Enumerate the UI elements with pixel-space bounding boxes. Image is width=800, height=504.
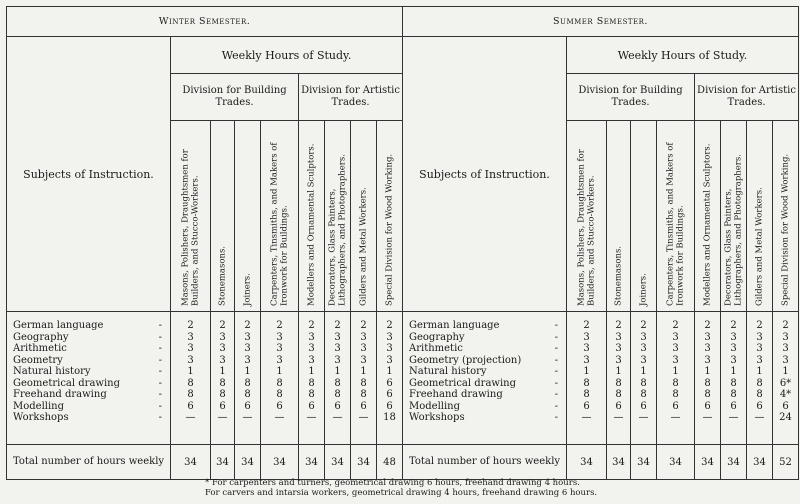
- hours-cell: —: [728, 412, 739, 423]
- total-hours-cell: 34: [567, 445, 607, 480]
- subject-name: Geometry: [13, 354, 63, 366]
- hours-column: [325, 312, 351, 445]
- hours-cell: 1: [615, 366, 622, 377]
- hours-cell: 3: [334, 331, 341, 343]
- hours-cell: 8: [583, 377, 590, 389]
- hours-cell: 6: [704, 400, 711, 412]
- hours-cell: 2: [334, 320, 341, 331]
- occupation-header: [657, 121, 695, 312]
- subject-row: [13, 378, 164, 390]
- hours-cell: 8: [334, 377, 341, 389]
- hours-cell: 6: [386, 389, 393, 400]
- total-hours-cell: 34: [747, 445, 773, 480]
- hours-cell: 3: [360, 331, 367, 343]
- hours-column: [567, 312, 607, 445]
- total-hours-label: Total number of hours weekly: [403, 445, 567, 480]
- subject-row: [409, 320, 560, 332]
- hours-cell: 3: [244, 354, 251, 366]
- hours-cell: 1: [219, 366, 226, 377]
- hours-cell: —: [274, 412, 285, 423]
- occupation-label: Special Division for Wood Working.: [383, 153, 394, 306]
- occupation-label: Stonemasons.: [216, 245, 227, 306]
- hours-column: [773, 312, 799, 445]
- hours-cell: 8: [756, 377, 763, 389]
- occupation-label: Joiners.: [637, 273, 648, 306]
- hours-cell: 3: [360, 343, 367, 354]
- hours-cell: 3: [187, 331, 194, 343]
- hours-cell: 18: [383, 412, 396, 423]
- hours-column: [235, 312, 261, 445]
- summer-division-building: Division for Building Trades.: [567, 74, 695, 121]
- hours-cell: 1: [730, 366, 737, 377]
- summer-semester-title: Summer Semester.: [403, 7, 799, 37]
- subject-row: [13, 366, 164, 378]
- hours-column: [211, 312, 235, 445]
- subject-row: [13, 320, 164, 332]
- hours-cell: 1: [360, 366, 367, 377]
- hours-cell: 3: [704, 331, 711, 343]
- occupation-label: Masons, Polishers, Draughtsmen for Builders, and Stucco-Workers.: [180, 149, 200, 306]
- hours-cell: 6: [334, 400, 341, 412]
- hours-cell: 3: [640, 343, 647, 354]
- hours-cell: —: [306, 412, 317, 423]
- subjects-list: [403, 312, 567, 445]
- hours-cell: 3: [782, 343, 789, 354]
- occupation-label: Decorators, Glass Painters, Lithographers, and Photographers.: [327, 154, 347, 306]
- summer-division-artistic: Division for Artistic Trades.: [695, 74, 799, 121]
- hours-cell: 2: [386, 320, 393, 331]
- hours-column: [695, 312, 721, 445]
- occupation-header: [261, 121, 299, 312]
- hours-cell: 2: [672, 320, 679, 331]
- winter-division-building: Division for Building Trades.: [171, 74, 299, 121]
- hours-cell: 1: [308, 366, 315, 377]
- occupation-label: Special Division for Wood Working.: [779, 153, 790, 306]
- hours-cell: 3: [276, 331, 283, 343]
- total-hours-cell: 48: [377, 445, 403, 480]
- hours-cell: 8: [244, 389, 251, 400]
- hours-cell: 8: [640, 389, 647, 400]
- hours-cell: 6: [782, 400, 789, 412]
- occupation-label: Gilders and Metal Workers.: [357, 187, 368, 306]
- hours-cell: 8: [672, 377, 679, 389]
- total-hours-cell: 34: [235, 445, 261, 480]
- subject-name: Geography: [13, 331, 69, 343]
- hours-cell: —: [358, 412, 369, 423]
- subject-name: Arithmetic: [13, 343, 67, 354]
- subject-row: [13, 355, 164, 367]
- hours-cell: —: [670, 412, 681, 423]
- hours-cell: 2: [219, 320, 226, 331]
- hours-cell: 3: [672, 343, 679, 354]
- hours-column: [721, 312, 747, 445]
- subject-row: [409, 366, 560, 378]
- occupation-header: [567, 121, 607, 312]
- hours-cell: 2: [308, 320, 315, 331]
- hours-cell: 3: [244, 331, 251, 343]
- hours-cell: 6: [386, 400, 393, 412]
- hours-cell: 2: [704, 320, 711, 331]
- subject-name: Geometrical drawing: [409, 377, 517, 389]
- subject-name: Geography: [409, 331, 465, 343]
- summer-subjects-header: Subjects of Instruction.: [403, 37, 567, 312]
- total-hours-cell: 34: [607, 445, 631, 480]
- total-hours-cell: 34: [261, 445, 299, 480]
- total-hours-cell: 34: [299, 445, 325, 480]
- footnotes: [205, 478, 795, 498]
- hours-cell: 8: [730, 389, 737, 400]
- hours-cell: 3: [334, 343, 341, 354]
- occupation-header: [351, 121, 377, 312]
- hours-column: [657, 312, 695, 445]
- hours-cell: 4*: [779, 389, 792, 400]
- occupation-header: [211, 121, 235, 312]
- subject-leader: -: [158, 366, 162, 377]
- subjects-list: [7, 312, 171, 445]
- hours-column: [607, 312, 631, 445]
- hours-cell: —: [638, 412, 649, 423]
- hours-cell: 6: [244, 400, 251, 412]
- subject-leader: -: [554, 354, 558, 366]
- hours-cell: 1: [187, 366, 194, 377]
- subject-row: [13, 332, 164, 344]
- subject-row: [409, 355, 560, 367]
- occupation-label: Masons, Polishers, Draughtsmen for Builders, and Stucco-Workers.: [576, 149, 596, 306]
- hours-cell: —: [754, 412, 765, 423]
- hours-cell: 8: [615, 377, 622, 389]
- hours-cell: 6: [219, 400, 226, 412]
- hours-cell: 3: [308, 354, 315, 366]
- hours-cell: 6: [756, 400, 763, 412]
- hours-cell: 3: [583, 354, 590, 366]
- hours-column: [299, 312, 325, 445]
- hours-cell: 3: [386, 354, 393, 366]
- hours-cell: 3: [640, 331, 647, 343]
- occupation-label: Modellers and Ornamental Sculptors.: [701, 143, 712, 306]
- subject-leader: -: [158, 377, 162, 389]
- hours-cell: —: [242, 412, 253, 423]
- total-hours-cell: 34: [657, 445, 695, 480]
- subject-leader: -: [554, 389, 558, 400]
- hours-cell: 8: [360, 389, 367, 400]
- hours-cell: 8: [704, 377, 711, 389]
- hours-cell: 8: [615, 389, 622, 400]
- hours-cell: 8: [187, 389, 194, 400]
- total-hours-cell: 34: [211, 445, 235, 480]
- hours-cell: 8: [672, 389, 679, 400]
- hours-cell: 3: [583, 331, 590, 343]
- hours-cell: 3: [730, 331, 737, 343]
- hours-cell: 6: [360, 400, 367, 412]
- hours-cell: 6: [672, 400, 679, 412]
- hours-cell: 3: [583, 343, 590, 354]
- occupation-header: [171, 121, 211, 312]
- total-hours-cell: 34: [721, 445, 747, 480]
- timetable-page: [6, 6, 798, 484]
- hours-cell: 8: [730, 377, 737, 389]
- total-hours-label: Total number of hours weekly: [7, 445, 171, 480]
- subject-name: Geometrical drawing: [13, 377, 121, 389]
- subject-name: Natural history: [409, 366, 487, 377]
- hours-cell: 3: [782, 331, 789, 343]
- occupation-header: [299, 121, 325, 312]
- winter-division-artistic: Division for Artistic Trades.: [299, 74, 403, 121]
- hours-cell: 1: [276, 366, 283, 377]
- hours-cell: 3: [244, 343, 251, 354]
- subject-name: German language: [13, 320, 104, 331]
- hours-cell: 1: [756, 366, 763, 377]
- hours-cell: 8: [187, 377, 194, 389]
- hours-cell: 2: [640, 320, 647, 331]
- hours-column: [377, 312, 403, 445]
- occupation-label: Stonemasons.: [612, 245, 623, 306]
- total-hours-cell: 34: [695, 445, 721, 480]
- hours-cell: 8: [640, 377, 647, 389]
- subject-leader: -: [158, 331, 162, 343]
- hours-cell: 8: [360, 377, 367, 389]
- subject-leader: -: [158, 412, 162, 423]
- winter-weekly-hours-header: Weekly Hours of Study.: [171, 37, 403, 74]
- subject-leader: -: [158, 354, 162, 366]
- occupation-label: Joiners.: [241, 273, 252, 306]
- hours-cell: 6: [583, 400, 590, 412]
- hours-cell: —: [613, 412, 624, 423]
- hours-cell: 2: [583, 320, 590, 331]
- hours-cell: 3: [219, 331, 226, 343]
- hours-cell: 3: [782, 354, 789, 366]
- total-hours-cell: 34: [631, 445, 657, 480]
- subject-leader: -: [554, 366, 558, 377]
- hours-cell: 3: [187, 343, 194, 354]
- hours-cell: —: [332, 412, 343, 423]
- hours-cell: 3: [730, 343, 737, 354]
- hours-cell: 8: [308, 377, 315, 389]
- hours-cell: —: [581, 412, 592, 423]
- hours-cell: 3: [308, 343, 315, 354]
- subject-leader: -: [158, 320, 162, 331]
- hours-cell: 6: [308, 400, 315, 412]
- subject-row: [409, 378, 560, 390]
- hours-cell: 6: [615, 400, 622, 412]
- hours-cell: 8: [583, 389, 590, 400]
- subject-row: [13, 389, 164, 401]
- subject-name: German language: [409, 320, 500, 331]
- hours-cell: 8: [219, 389, 226, 400]
- hours-cell: 3: [615, 354, 622, 366]
- hours-cell: 6: [730, 400, 737, 412]
- occupation-header: [695, 121, 721, 312]
- hours-cell: 6: [276, 400, 283, 412]
- hours-cell: —: [217, 412, 228, 423]
- subject-name: Arithmetic: [409, 343, 463, 354]
- hours-cell: 2: [730, 320, 737, 331]
- occupation-label: Modellers and Ornamental Sculptors.: [305, 143, 316, 306]
- hours-cell: 2: [782, 320, 789, 331]
- occupation-header: [747, 121, 773, 312]
- hours-cell: 3: [756, 354, 763, 366]
- subject-leader: -: [554, 377, 558, 389]
- subject-row: [409, 343, 560, 355]
- total-hours-cell: 34: [171, 445, 211, 480]
- hours-cell: 2: [360, 320, 367, 331]
- hours-cell: 8: [308, 389, 315, 400]
- subject-name: Workshops: [13, 412, 69, 423]
- subject-name: Freehand drawing: [13, 389, 107, 400]
- subject-leader: -: [554, 412, 558, 423]
- occupation-label: Gilders and Metal Workers.: [753, 187, 764, 306]
- hours-cell: 3: [704, 354, 711, 366]
- hours-cell: 3: [386, 343, 393, 354]
- hours-cell: 8: [244, 377, 251, 389]
- summer-weekly-hours-header: Weekly Hours of Study.: [567, 37, 799, 74]
- winter-semester-title: Winter Semester.: [7, 7, 403, 37]
- hours-cell: 2: [615, 320, 622, 331]
- winter-semester-table: [6, 6, 403, 480]
- subject-row: [409, 412, 560, 424]
- hours-column: [631, 312, 657, 445]
- hours-cell: 3: [276, 343, 283, 354]
- occupation-header: [235, 121, 261, 312]
- hours-cell: 1: [244, 366, 251, 377]
- subject-name: Modelling: [409, 400, 461, 412]
- hours-cell: 3: [756, 331, 763, 343]
- occupation-header: [607, 121, 631, 312]
- subject-row: [409, 389, 560, 401]
- hours-cell: —: [185, 412, 196, 423]
- winter-subjects-header: Subjects of Instruction.: [7, 37, 171, 312]
- subject-name: Freehand drawing: [409, 389, 503, 400]
- subject-row: [13, 343, 164, 355]
- hours-cell: 8: [276, 389, 283, 400]
- subject-name: Workshops: [409, 412, 465, 423]
- hours-cell: 3: [308, 331, 315, 343]
- subject-leader: -: [158, 343, 162, 354]
- occupation-label: Carpenters, Tinsmiths, and Makers of Ironwork for Buildings.: [269, 142, 289, 306]
- hours-cell: 3: [704, 343, 711, 354]
- hours-cell: 3: [672, 331, 679, 343]
- hours-cell: 3: [187, 354, 194, 366]
- subject-name: Geometry (projection): [409, 354, 522, 366]
- occupation-header: [631, 121, 657, 312]
- subject-name: Modelling: [13, 400, 65, 412]
- hours-cell: 1: [672, 366, 679, 377]
- footnote-2: For carvers and intarsia workers, geometrical drawing 4 hours, freehand drawing 6 hours.: [205, 488, 598, 498]
- subject-leader: -: [554, 331, 558, 343]
- occupation-header: [721, 121, 747, 312]
- subject-leader: -: [554, 343, 558, 354]
- subject-row: [409, 401, 560, 413]
- hours-cell: 8: [334, 389, 341, 400]
- total-hours-cell: 34: [325, 445, 351, 480]
- hours-cell: 1: [704, 366, 711, 377]
- subject-row: [409, 332, 560, 344]
- hours-cell: 3: [730, 354, 737, 366]
- hours-column: [747, 312, 773, 445]
- hours-cell: 1: [640, 366, 647, 377]
- hours-cell: 6: [386, 377, 393, 389]
- hours-cell: 3: [360, 354, 367, 366]
- hours-cell: 3: [672, 354, 679, 366]
- hours-column: [171, 312, 211, 445]
- occupation-header: [773, 121, 799, 312]
- hours-cell: 3: [276, 354, 283, 366]
- hours-cell: 8: [756, 389, 763, 400]
- total-hours-cell: 34: [351, 445, 377, 480]
- hours-cell: —: [702, 412, 713, 423]
- hours-cell: 3: [219, 343, 226, 354]
- hours-cell: 2: [276, 320, 283, 331]
- subject-leader: -: [158, 400, 162, 412]
- total-hours-cell: 52: [773, 445, 799, 480]
- subject-row: [13, 401, 164, 413]
- hours-cell: 2: [244, 320, 251, 331]
- subject-name: Natural history: [13, 366, 91, 377]
- hours-cell: 1: [334, 366, 341, 377]
- hours-cell: 8: [219, 377, 226, 389]
- subject-leader: -: [554, 320, 558, 331]
- summer-semester-table: [402, 6, 799, 480]
- subject-leader: -: [554, 400, 558, 412]
- footnote-1: * For carpenters and turners, geometrical drawing 6 hours, freehand drawing 4 hours.: [205, 478, 580, 488]
- subject-leader: -: [158, 389, 162, 400]
- hours-cell: 3: [334, 354, 341, 366]
- hours-cell: 3: [219, 354, 226, 366]
- occupation-label: Decorators, Glass Painters, Lithographers, and Photographers.: [723, 154, 743, 306]
- hours-cell: 2: [756, 320, 763, 331]
- occupation-label: Carpenters, Tinsmiths, and Makers of Ironwork for Buildings.: [665, 142, 685, 306]
- hours-cell: 1: [782, 366, 789, 377]
- hours-cell: 3: [615, 331, 622, 343]
- occupation-header: [325, 121, 351, 312]
- hours-column: [261, 312, 299, 445]
- hours-column: [351, 312, 377, 445]
- hours-cell: 6: [640, 400, 647, 412]
- hours-cell: 2: [187, 320, 194, 331]
- hours-cell: 3: [756, 343, 763, 354]
- hours-cell: 8: [704, 389, 711, 400]
- hours-cell: 3: [640, 354, 647, 366]
- hours-cell: 3: [615, 343, 622, 354]
- hours-cell: 6: [187, 400, 194, 412]
- subject-row: [13, 412, 164, 424]
- hours-cell: 1: [386, 366, 393, 377]
- hours-cell: 1: [583, 366, 590, 377]
- hours-cell: 24: [779, 412, 792, 423]
- hours-cell: 6*: [779, 377, 792, 389]
- hours-cell: 8: [276, 377, 283, 389]
- hours-cell: 3: [386, 331, 393, 343]
- occupation-header: [377, 121, 403, 312]
